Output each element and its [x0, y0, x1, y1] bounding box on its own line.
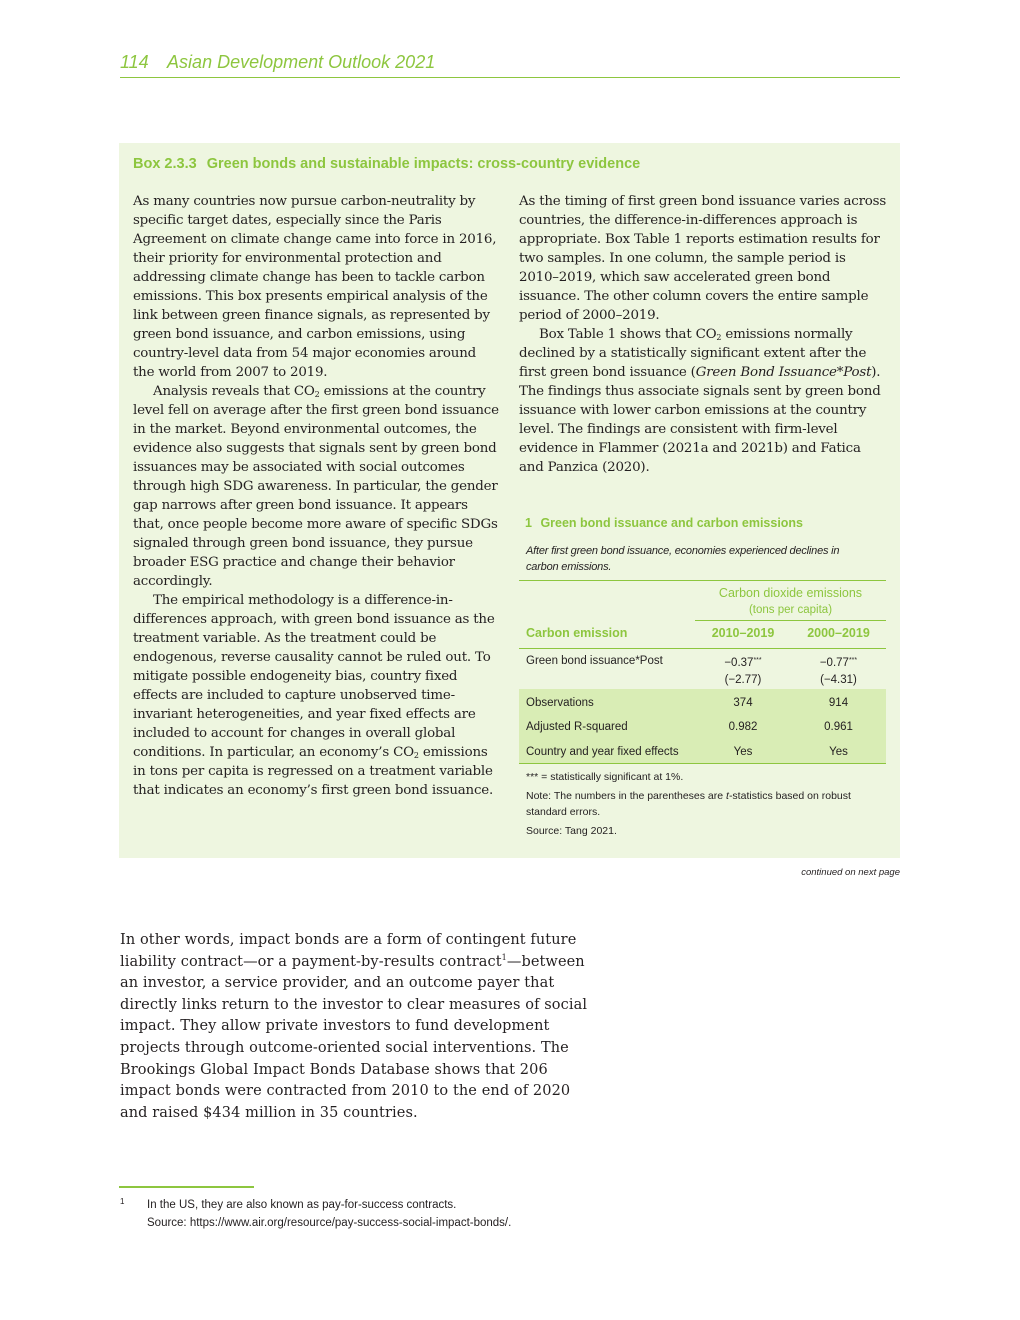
body-paragraph: In other words, impact bonds are a form of contingent future liability contract—or a payment-by-results contract$^1$—between an investor, a service provider, and an outcome payer that directly links return to the investor to clear measures of social impact. They allow private investors to fund development projects through outcome-oriented social interventions. The Brookings Global Impact Bonds Database shows that 206 impact bonds were contracted from 2010 to the end of 2020 and raised $434 million in 35 countries. — [120, 932, 588, 1121]
table-row-header: Carbon emission — [526, 626, 628, 640]
table-notes — [526, 769, 881, 842]
table-col-header-1: 2010–2019 — [711, 626, 775, 640]
footnote-mark: 1 — [120, 1197, 125, 1206]
table-title-text: Green bond issuance and carbon emissions — [540, 516, 804, 530]
left-paragraph-1: As many countries now pursue carbon-neutrality by specific target dates, especially since the Paris Agreement on climate change came into force in 2016, their priority for environmental protection and addressing climate change has been to tackle carbon emissions. This box presents empirical analysis of the link between green finance signals, as represented by green bond issuance, and carbon emissions, using country-level data from 54 major economies around the world from 2007 to 2019. — [133, 194, 497, 380]
running-header — [120, 52, 900, 78]
table-title — [525, 516, 803, 530]
table-col-header-2: 2000–2019 — [807, 626, 870, 640]
box-label: Box 2.3.3 — [133, 156, 197, 172]
significance-note: *** = statistically significant at 1%. — [526, 771, 684, 783]
table-cell: 914 — [828, 697, 849, 709]
box-title — [133, 156, 640, 172]
footnote-source-link[interactable]: Source: https://www.air.org/resource/pay-success-social-impact-bonds/. — [147, 1217, 512, 1229]
table-number: 1 — [525, 516, 532, 530]
box-right-column — [519, 192, 889, 477]
table-row — [519, 715, 886, 739]
footnote-reference[interactable]: 1 — [501, 952, 507, 962]
right-paragraph-1: As the timing of first green bond issuance varies across countries, the difference-in-differences approach is appropriate. Box Table 1 reports estimation results for two samples. In one column, the sample period is 2010–2019, which saw accelerated green bond issuance. The other column covers the entire sample period of 2000–2019. — [519, 194, 887, 323]
box-title-text: Green bonds and sustainable impacts: cross-country evidence — [206, 156, 641, 172]
row-label: Country and year fixed effects — [526, 746, 679, 758]
group-header-units: (tons per capita) — [748, 604, 833, 616]
table-cell: Yes — [829, 746, 848, 758]
continued-note: continued on next page — [801, 867, 900, 878]
group-header-rule — [695, 620, 886, 621]
stats-section — [519, 689, 886, 764]
footnote-rule — [119, 1186, 254, 1188]
row-label: Green bond issuance*Post — [526, 655, 663, 667]
table-cell: 374 — [733, 697, 753, 709]
group-header-title: Carbon dioxide emissions — [718, 586, 863, 600]
right-paragraph-2: Box Table 1 shows that $CO_2$ emissions normally declined by a statistically significant extent after the first green bond issuance (Green Bond Issuance*Post). The findings thus associate signals sent by green bond issuance with lower carbon emissions at the country level. The findings are consistent with firm-level evidence in Flammer (2021a and 2021b) and Fatica and Panzica (2020). — [519, 327, 881, 475]
footnote-line-1: In the US, they are also known as pay-for-success contracts. — [147, 1199, 457, 1211]
table-cell: 0.961 — [824, 721, 853, 733]
publication-title: Asian Development Outlook 2021 — [167, 52, 436, 72]
table-group-header — [695, 585, 886, 619]
box-left-column — [133, 192, 501, 800]
left-paragraph-2: Analysis reveals that $CO_2$ emissions at the country level fell on average after the first green bond issuance in the market. Beyond environmental outcomes, the evidence also suggests that signals sent by green bond issuances may be associated with social outcomes through high SDG awareness. In particular, the gender gap narrows after green bond issuance. It appears that, once people become more aware of specific SDGs signaled through green bond issuance, they pursue broader ESG practice and change their behavior accordingly. — [133, 384, 499, 589]
header-rule — [519, 648, 886, 649]
table-row — [519, 651, 886, 687]
coefficient-cell: −0.37*** (−2.77) — [724, 657, 762, 686]
row-label: Observations — [526, 697, 594, 709]
table-row — [519, 691, 886, 715]
coefficient-cell: −0.77*** (−4.31) — [819, 657, 858, 686]
table-row — [519, 740, 886, 764]
table-subtitle: After first green bond issuance, economies experienced declines in carbon emissions. — [526, 545, 840, 573]
table-note: Note: The numbers in the parentheses are t-statistics based on robust standard errors. — [526, 790, 851, 818]
table-top-rule — [519, 580, 886, 581]
page-number: 114 — [120, 52, 149, 72]
left-paragraph-3: The empirical methodology is a difference-in-differences approach, with green bond issuance as the treatment variable. As the treatment could be endogenous, reverse causality cannot be ruled out. To mitigate possible endogeneity bias, country fixed effects are included to capture unobserved time-invariant heterogeneities, and year fixed effects are included to account for changes in overall global conditions. In particular, an economy’s $CO_2$ emissions in tons per capita is regressed on a treatment variable that indicates an economy’s first green bond issuance. — [133, 593, 495, 798]
row-label: Adjusted R-squared — [526, 721, 628, 733]
table-cell: Yes — [733, 746, 753, 758]
box-panel — [119, 143, 900, 858]
table-cell: 0.982 — [728, 721, 758, 733]
table-source: Source: Tang 2021. — [526, 825, 617, 837]
